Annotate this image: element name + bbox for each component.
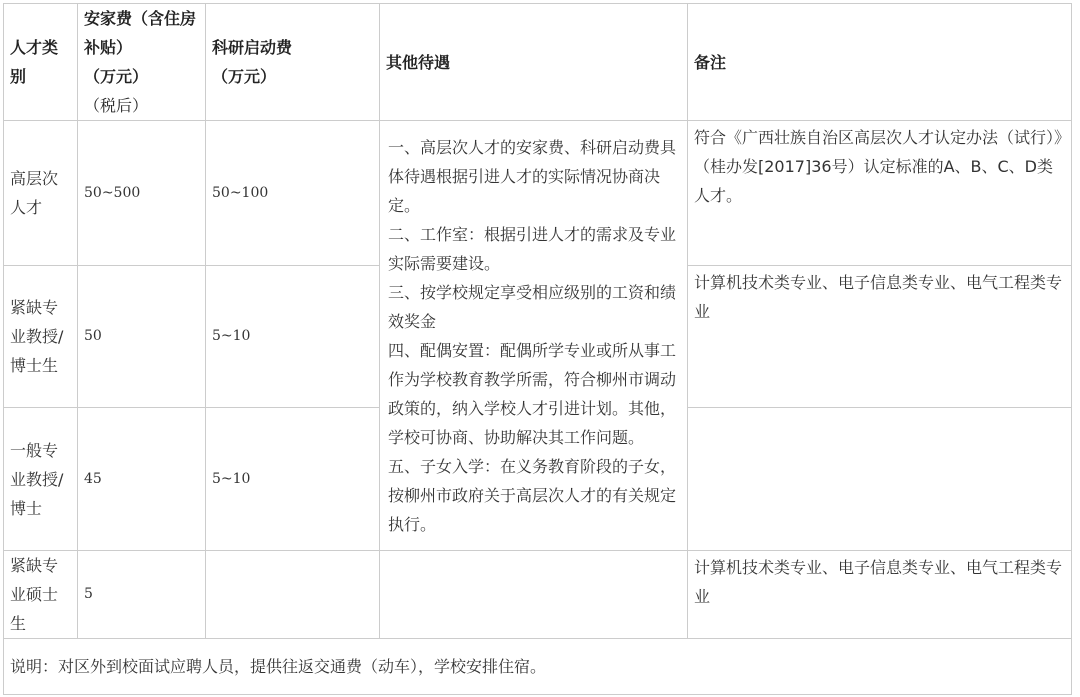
header-research-title: 科研启动费 [212, 38, 293, 57]
header-settle-tax: （税后） [84, 96, 149, 115]
row-settle-allowance: 50 [78, 266, 206, 408]
row-research-fund [206, 551, 380, 639]
row-other-empty [380, 551, 688, 639]
row-settle-allowance: 5 [78, 551, 206, 639]
other-benefits-cell [380, 121, 688, 551]
row-remarks [688, 408, 1072, 551]
header-category: 人才类别 [4, 4, 78, 121]
header-remarks: 备注 [688, 4, 1072, 121]
footer-note: 说明：对区外到校面试应聘人员，提供往返交通费（动车），学校安排住宿。 [4, 639, 1072, 695]
row-settle-allowance: 50~500 [78, 121, 206, 266]
header-row [4, 4, 1072, 121]
benefit-item: 五、子女入学：在义务教育阶段的子女，按柳州市政府关于高层次人才的有关规定执行。 [388, 456, 677, 534]
row-research-fund: 5~10 [206, 266, 380, 408]
row-research-fund: 50~100 [206, 121, 380, 266]
row-category: 一般专业教授/博士 [4, 408, 78, 551]
benefit-item: 一、高层次人才的安家费、科研启动费具体待遇根据引进人才的实际情况协商决定。 [388, 137, 677, 215]
row-remarks: 计算机技术类专业、电子信息类专业、电气工程类专业 [688, 266, 1072, 408]
row-remarks: 计算机技术类专业、电子信息类专业、电气工程类专业 [688, 551, 1072, 639]
row-research-fund: 5~10 [206, 408, 380, 551]
row-settle-allowance: 45 [78, 408, 206, 551]
header-other-benefits: 其他待遇 [380, 4, 688, 121]
benefit-item: 四、配偶安置：配偶所学专业或所从事工作为学校教育教学所需，符合柳州市调动政策的，纳入学校人才引进计划。其他，学校可协商、协助解决其工作问题。 [388, 340, 677, 447]
table-row [4, 121, 1072, 266]
row-category: 紧缺专业硕士生 [4, 551, 78, 639]
benefit-item: 三、按学校规定享受相应级别的工资和绩效奖金 [388, 282, 677, 331]
row-category: 紧缺专业教授/博士生 [4, 266, 78, 408]
benefit-item: 二、工作室：根据引进人才的需求及专业实际需要建设。 [388, 224, 677, 273]
row-category: 高层次人才 [4, 121, 78, 266]
header-settle-allowance [78, 4, 206, 121]
row-remarks: 符合《广西壮族自治区高层次人才认定办法（试行）》（桂办发[2017]36号）认定标准的A、B、C、D类人才。 [688, 121, 1072, 266]
table-row [4, 551, 1072, 639]
talent-benefits-table [3, 3, 1072, 695]
header-research-unit: （万元） [212, 67, 277, 86]
header-research-fund [206, 4, 380, 121]
header-settle-title: 安家费（含住房补贴） [84, 9, 197, 57]
header-settle-unit: （万元） [84, 67, 149, 86]
footer-row [4, 639, 1072, 695]
